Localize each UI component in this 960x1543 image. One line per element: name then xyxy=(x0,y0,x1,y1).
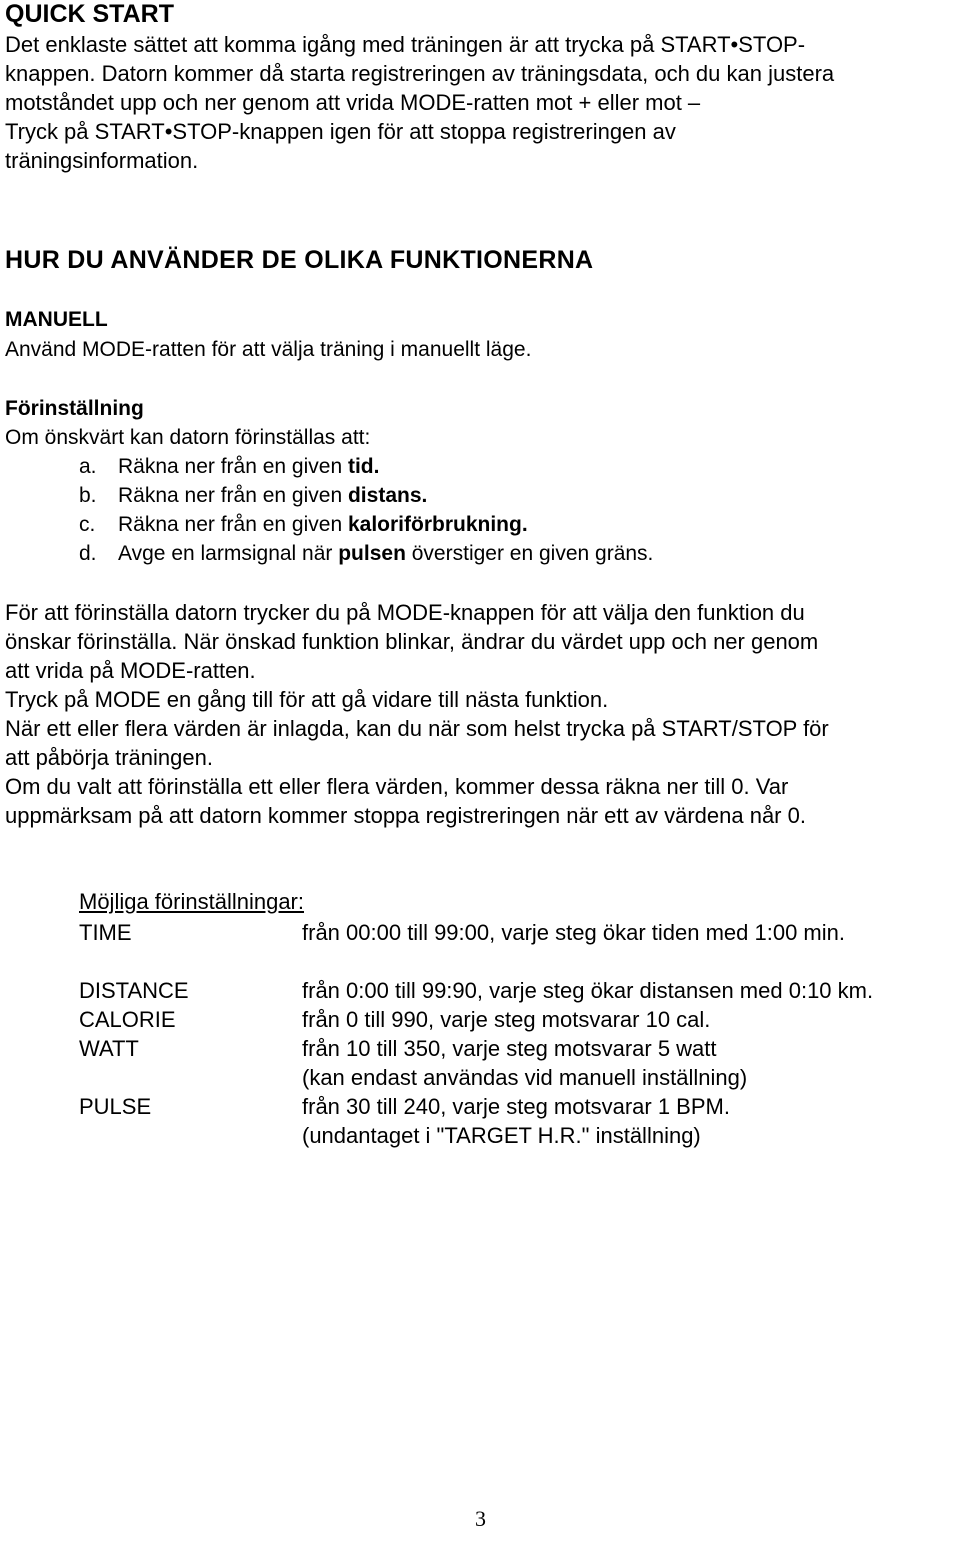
preset-instruction-line: önskar förinställa. När önskad funktion blinkar, ändrar du värdet upp och ner genom xyxy=(5,629,819,654)
preset-instruction-line: Om du valt att förinställa ett eller flera värden, kommer dessa räkna ner till 0. Var xyxy=(5,774,789,799)
preset-instruction-line: Tryck på MODE en gång till för att gå vidare till nästa funktion. xyxy=(5,687,609,712)
setting-name: TIME xyxy=(79,920,132,945)
functions-heading: HUR DU ANVÄNDER DE OLIKA FUNKTIONERNA xyxy=(5,246,594,274)
preset-instruction-line: att påbörja träningen. xyxy=(5,745,213,770)
quick-start-line: Det enklaste sättet att komma igång med träningen är att trycka på START•STOP- xyxy=(5,32,806,57)
preset-item: Räkna ner från en given kaloriförbrukning. xyxy=(118,513,528,536)
setting-note: (undantaget i "TARGET H.R." inställning) xyxy=(302,1123,701,1148)
preset-item-letter: b. xyxy=(79,484,97,507)
preset-item-letter: c. xyxy=(79,513,96,536)
setting-note: (kan endast användas vid manuell inställning) xyxy=(302,1065,748,1090)
setting-name: WATT xyxy=(79,1036,139,1061)
preset-item: Räkna ner från en given tid. xyxy=(118,455,380,478)
page-number: 3 xyxy=(475,1506,486,1531)
quick-start-title: QUICK START xyxy=(5,0,174,28)
setting-description: från 00:00 till 99:00, varje steg ökar tiden med 1:00 min. xyxy=(302,920,845,945)
preset-heading: Förinställning xyxy=(5,397,144,420)
quick-start-line: motståndet upp och ner genom att vrida MODE-ratten mot + eller mot – xyxy=(5,90,701,115)
manual-heading: MANUELL xyxy=(5,308,108,331)
setting-description: från 30 till 240, varje steg motsvarar 1 BPM. xyxy=(302,1094,730,1119)
quick-start-line: träningsinformation. xyxy=(5,148,199,173)
setting-description: från 0 till 990, varje steg motsvarar 10 cal. xyxy=(302,1007,711,1032)
quick-start-line: Tryck på START•STOP-knappen igen för att stoppa registreringen av xyxy=(5,119,676,144)
preset-instruction-line: För att förinställa datorn trycker du på MODE-knappen för att välja den funktion du xyxy=(5,600,805,625)
preset-instruction-line: När ett eller flera värden är inlagda, kan du när som helst trycka på START/STOP för xyxy=(5,716,829,741)
setting-description: från 0:00 till 99:90, varje steg ökar distansen med 0:10 km. xyxy=(302,978,874,1003)
manual-text: Använd MODE-ratten för att välja träning i manuellt läge. xyxy=(5,338,532,361)
quick-start-line: knappen. Datorn kommer då starta registreringen av träningsdata, och du kan justera xyxy=(5,61,835,86)
preset-intro: Om önskvärt kan datorn förinställas att: xyxy=(5,426,371,449)
preset-item: Räkna ner från en given distans. xyxy=(118,484,428,507)
preset-item: Avge en larmsignal när pulsen överstiger en given gräns. xyxy=(118,542,654,565)
setting-name: DISTANCE xyxy=(79,978,189,1003)
preset-item-letter: d. xyxy=(79,542,97,565)
preset-instruction-line: att vrida på MODE-ratten. xyxy=(5,658,256,683)
preset-item-letter: a. xyxy=(79,455,97,478)
setting-name: PULSE xyxy=(79,1094,152,1119)
preset-instruction-line: uppmärksam på att datorn kommer stoppa registreringen när ett av värdena når 0. xyxy=(5,803,806,828)
settings-heading: Möjliga förinställningar: xyxy=(79,889,304,914)
setting-name: CALORIE xyxy=(79,1007,176,1032)
setting-description: från 10 till 350, varje steg motsvarar 5 watt xyxy=(302,1036,717,1061)
